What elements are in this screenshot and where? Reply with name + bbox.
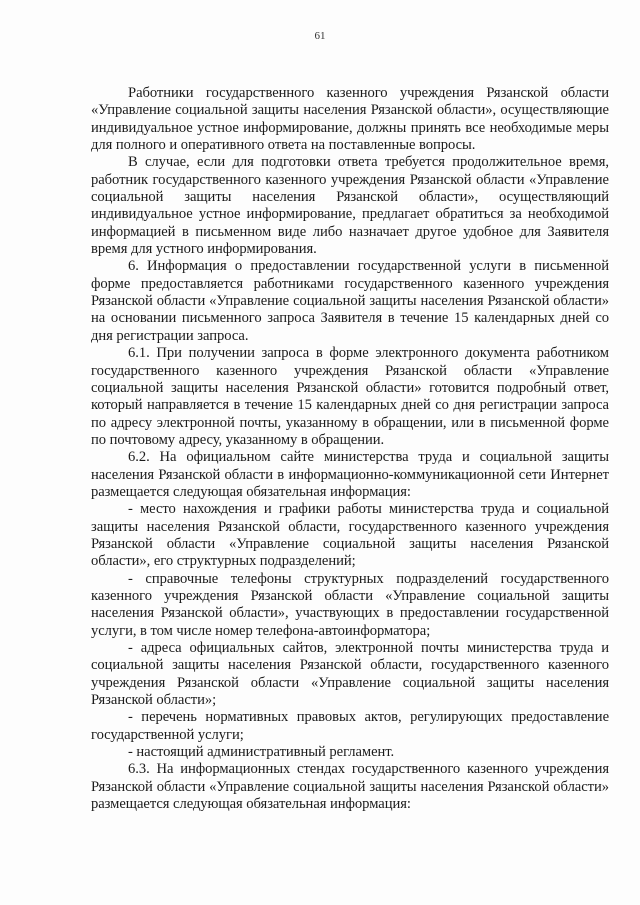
list-item: - адреса официальных сайтов, электронной почты министерства труда и социальной защиты населения Рязанской области, государственного казенного учреждения Рязанской области «Управление социальной защиты населения Рязанской области»; [91,640,609,709]
document-body [91,85,609,813]
page-number: 61 [314,30,326,42]
paragraph: 6. Информация о предоставлении государственной услуги в письменной форме предоставляется работниками государственного казенного учреждения Рязанской области «Управление социальной защиты населения Рязанской области» на основании письменного запроса Заявителя в течение 15 календарных дней со дня регистрации запроса. [91,258,609,344]
paragraph: 6.1. При получении запроса в форме электронного документа работником государственного казенного учреждения Рязанской области «Управление социальной защиты населения Рязанской области» готовится подробный ответ, который направляется в течение 15 календарных дней со дня регистрации запроса по адресу электронной почты, указанному в обращении, или в письменной форме по почтовому адресу, указанному в обращении. [91,345,609,448]
paragraph: 6.2. На официальном сайте министерства труда и социальной защиты населения Рязанской области в информационно-коммуникационной сети Интернет размещается следующая обязательная информация: [91,449,609,500]
list-item: - справочные телефоны структурных подразделений государственного казенного учреждения Рязанской области «Управление социальной защиты населения Рязанской области», участвующих в предоставлении государственной услуги, в том числе номер телефона-автоинформатора; [91,570,609,639]
paragraph: В случае, если для подготовки ответа требуется продолжительное время, работник государственного казенного учреждения Рязанской области «Управление социальной защиты населения Рязанской области», осуществляющий индивидуальное устное информирование, предлагает обратиться за необходимой информацией в письменном виде либо назначает другое удобное для Заявителя время для устного информирования. [91,154,609,258]
list-item: - место нахождения и графики работы министерства труда и социальной защиты населения Рязанской области, государственного казенного учреждения Рязанской области «Управление социальной защиты населения Рязанской области», его структурных подразделений; [91,501,609,570]
list-item: - перечень нормативных правовых актов, регулирующих предоставление государственной услуги; [91,709,609,743]
list-item: - настоящий административный регламент. [128,744,395,761]
paragraph: 6.3. На информационных стендах государственного казенного учреждения Рязанской области «Управление социальной защиты населения Рязанской области» размещается следующая обязательная информация: [91,761,609,813]
paragraph: Работники государственного казенного учреждения Рязанской области «Управление социальной защиты населения Рязанской области», осуществляющие индивидуальное устное информирование, должны принять все необходимые меры для полного и оперативного ответа на поставленные вопросы. [91,85,609,154]
